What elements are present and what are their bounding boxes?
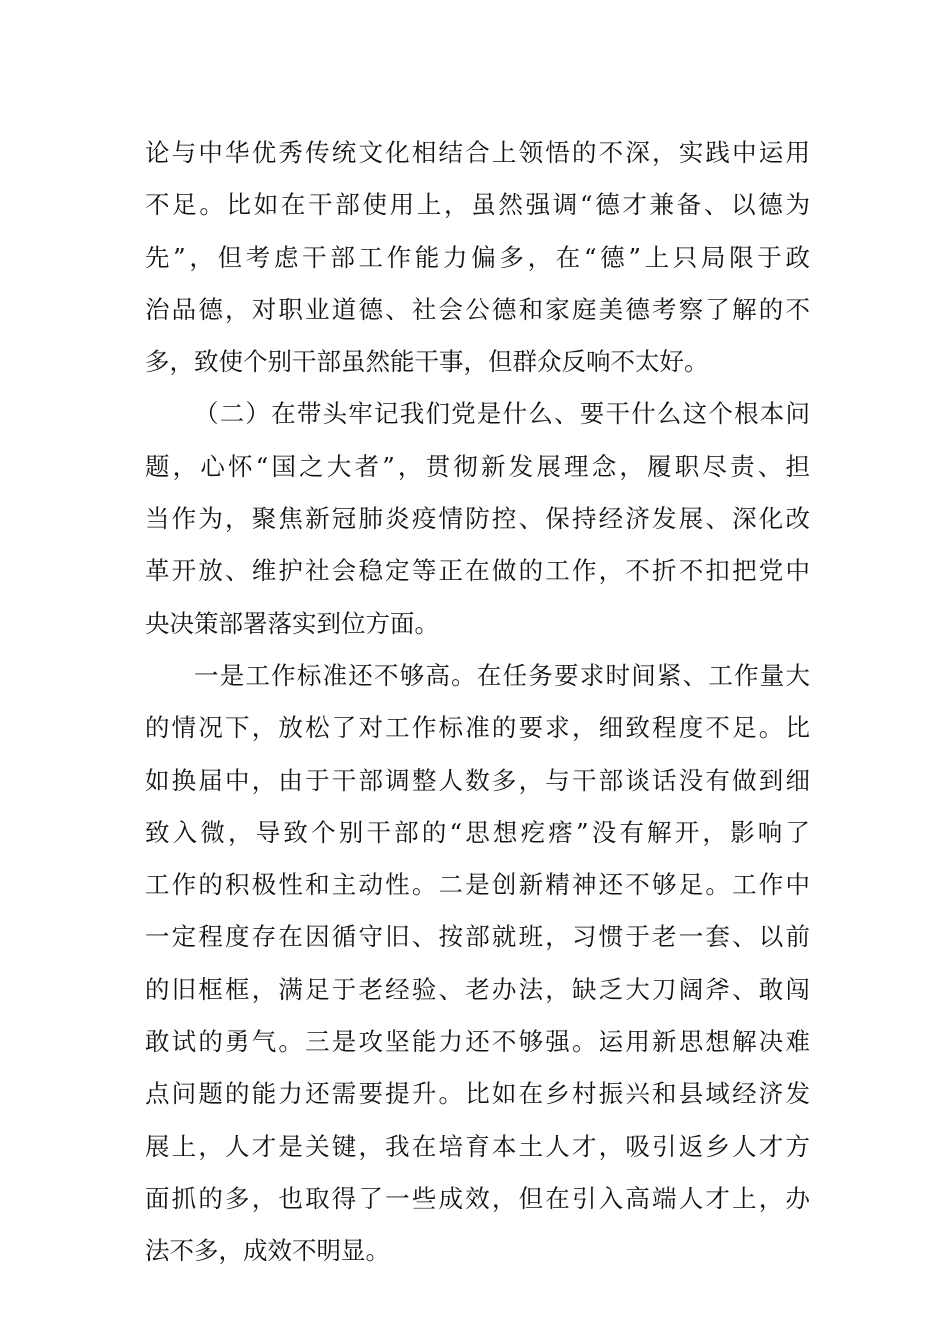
document-body [145,127,810,1278]
text-line: 不足。比如在干部使用上，虽然强调“德才兼备、以德为 [145,190,810,220]
text-line: 的旧框框，满足于老经验、老办法，缺乏大刀阔斧、敢闯 [145,974,810,1004]
text-line: 致入微，导致个别干部的“思想疙瘩”没有解开，影响了 [145,817,810,847]
section-heading-line: 当作为，聚焦新冠肺炎疫情防控、保持经济发展、深化改 [145,504,810,534]
text-line: 展上，人才是关键，我在培育本土人才，吸引返乡人才方 [145,1131,810,1161]
text-line: 一是工作标准还不够高。在任务要求时间紧、工作量大 [194,660,810,690]
text-line: 敢试的勇气。三是攻坚能力还不够强。运用新思想解决难 [145,1027,810,1057]
text-line: 如换届中，由于干部调整人数多，与干部谈话没有做到细 [145,765,810,795]
text-line: 点问题的能力还需要提升。比如在乡村振兴和县域经济发 [145,1079,810,1109]
text-line: 先”，但考虑干部工作能力偏多，在“德”上只局限于政 [145,242,810,272]
text-line: 的情况下，放松了对工作标准的要求，细致程度不足。比 [145,713,810,743]
section-heading-line: 革开放、维护社会稳定等正在做的工作，不折不扣把党中 [145,556,810,586]
text-line: 面抓的多，也取得了一些成效，但在引入高端人才上，办 [145,1183,810,1213]
text-line: 治品德，对职业道德、社会公德和家庭美德考察了解的不 [145,294,810,324]
section-heading-line: 题，心怀“国之大者”，贯彻新发展理念，履职尽责、担 [145,451,810,481]
section-heading-last-line: 央决策部署落实到位方面。 [145,608,439,638]
paragraph-last-line: 法不多，成效不明显。 [145,1236,390,1266]
paragraph-last-line: 多，致使个别干部虽然能干事，但群众反响不太好。 [145,347,709,377]
section-heading-line: （二）在带头牢记我们党是什么、要干什么这个根本问 [194,399,810,429]
text-line: 论与中华优秀传统文化相结合上领悟的不深，实践中运用 [145,138,810,167]
text-line: 工作的积极性和主动性。二是创新精神还不够足。工作中 [145,870,810,900]
text-line: 一定程度存在因循守旧、按部就班，习惯于老一套、以前 [145,922,810,952]
